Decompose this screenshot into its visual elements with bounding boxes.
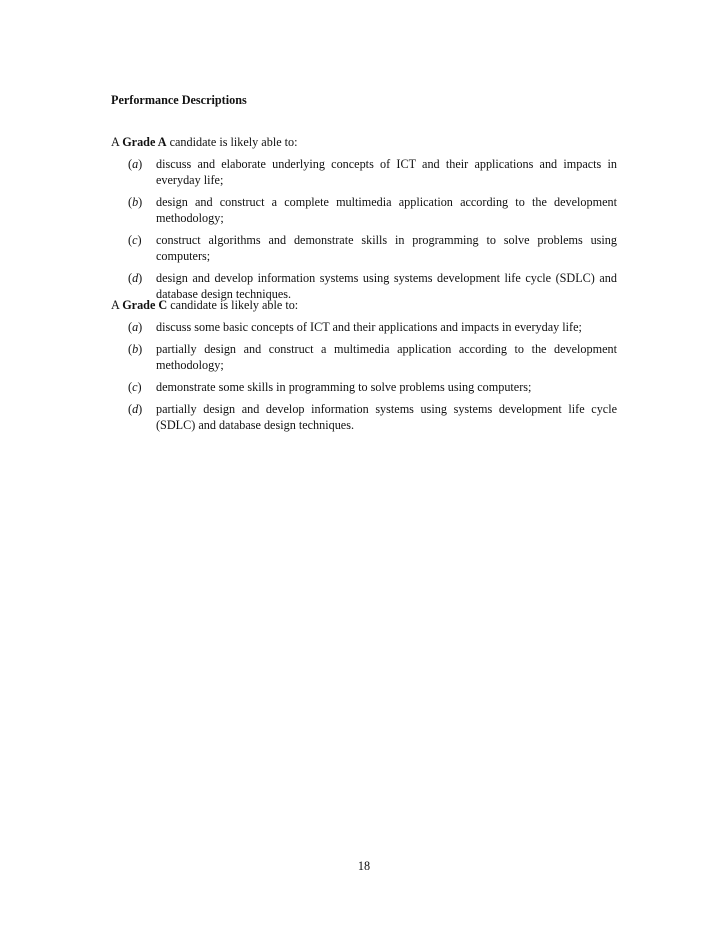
item-marker: (a) — [128, 157, 143, 171]
intro-prefix: A — [111, 298, 123, 312]
item-text: partially design and construct a multimedia application according to the development methodology; — [156, 342, 617, 372]
item-marker: (a) — [128, 320, 143, 334]
page-number: 18 — [357, 859, 371, 873]
grade-a-list — [111, 156, 617, 302]
grade-c-intro — [111, 297, 617, 313]
list-item — [111, 379, 617, 395]
item-text: discuss some basic concepts of ICT and their applications and impacts in everyday life; — [156, 320, 582, 334]
grade-c-section — [111, 297, 617, 439]
item-label: b — [132, 342, 139, 356]
intro-suffix: candidate is likely able to: — [166, 135, 298, 149]
list-item — [111, 194, 617, 226]
item-text: discuss and elaborate underlying concepts of ICT and their applications and impacts in everyday life; — [156, 157, 617, 187]
item-text: construct algorithms and demonstrate skills in programming to solve problems using computers; — [156, 233, 617, 263]
item-label: d — [132, 271, 139, 285]
item-marker: (b) — [128, 195, 143, 209]
list-item — [111, 341, 617, 373]
grade-c-list — [111, 319, 617, 433]
list-item — [111, 319, 617, 335]
section-heading: Performance Descriptions — [111, 93, 247, 107]
grade-label: Grade A — [122, 135, 167, 149]
item-label: a — [132, 320, 139, 334]
list-item — [111, 401, 617, 433]
item-text: partially design and develop information systems using systems development life cycle (SDLC) and database design techniques. — [156, 402, 617, 432]
intro-prefix: A — [111, 135, 123, 149]
item-label: a — [132, 157, 139, 171]
list-item — [111, 156, 617, 188]
intro-suffix: candidate is likely able to: — [167, 298, 299, 312]
item-label: c — [132, 233, 138, 247]
list-item — [111, 232, 617, 264]
item-text: demonstrate some skills in programming to solve problems using computers; — [156, 380, 532, 394]
item-label: d — [132, 402, 139, 416]
item-label: b — [132, 195, 139, 209]
grade-a-intro — [111, 134, 617, 150]
item-marker: (d) — [128, 402, 143, 416]
item-label: c — [132, 380, 138, 394]
grade-a-section — [111, 134, 617, 308]
grade-label: Grade C — [122, 298, 168, 312]
item-marker: (c) — [128, 233, 142, 247]
item-text: design and construct a complete multimedia application according to the development methodology; — [156, 195, 617, 225]
item-marker: (b) — [128, 342, 143, 356]
item-text: design and develop information systems using systems development life cycle (SDLC) and database design techniques. — [156, 271, 617, 301]
item-marker: (c) — [128, 380, 142, 394]
item-marker: (d) — [128, 271, 143, 285]
